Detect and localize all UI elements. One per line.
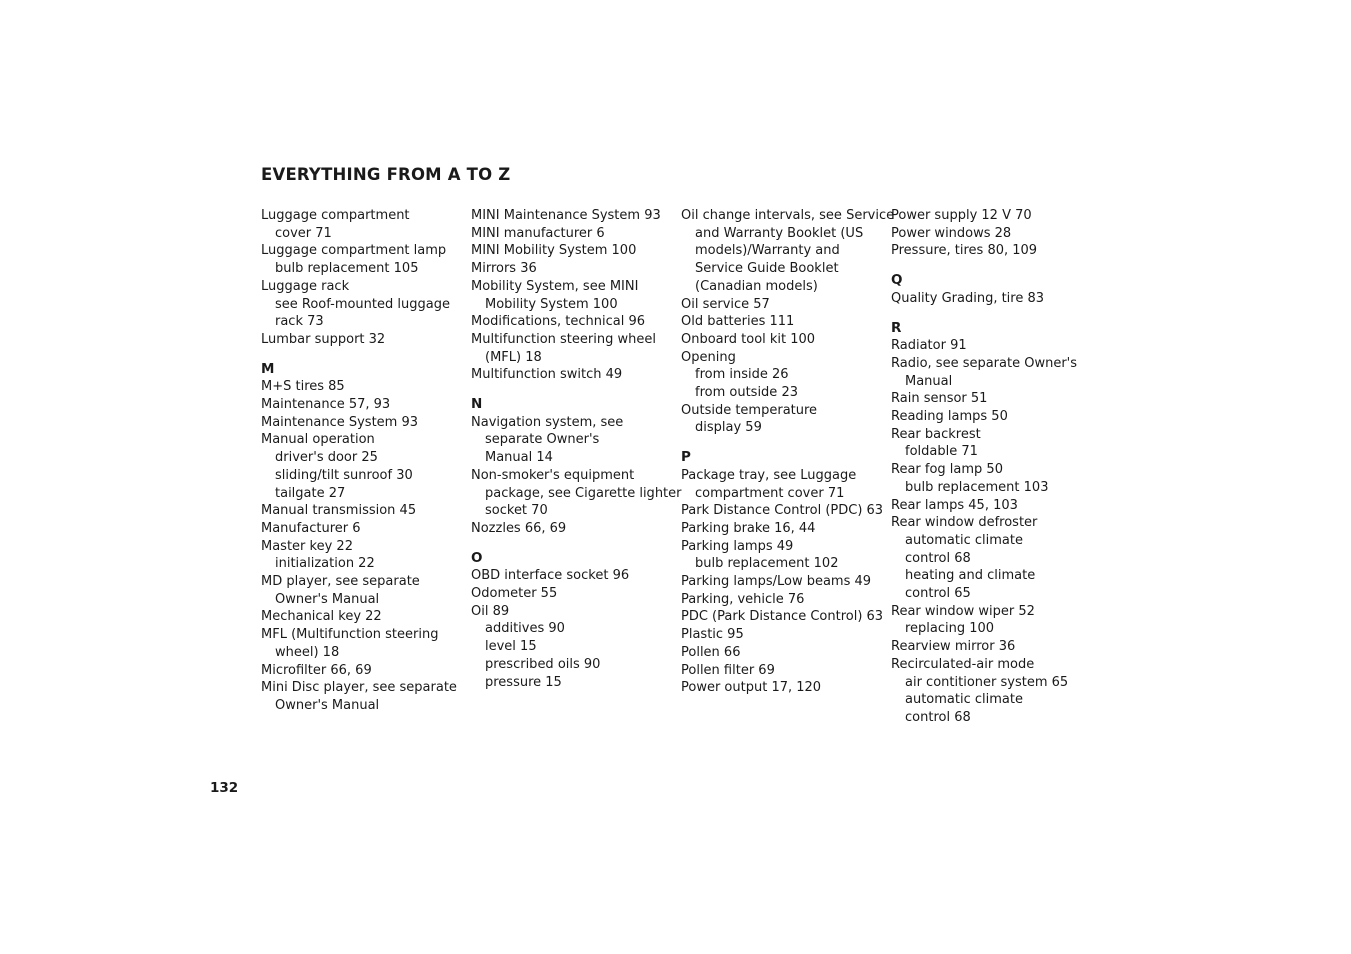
index-entry: Mechanical key 22: [261, 609, 382, 625]
index-column-3: [681, 207, 895, 697]
index-subentry: driver's door 25: [275, 450, 378, 466]
index-entry: OBD interface socket 96: [471, 568, 630, 584]
index-subentry: Manual: [905, 373, 953, 389]
index-subentry: models)/Warranty and: [695, 243, 840, 259]
index-subentry: from inside 26: [695, 367, 789, 383]
section-letter: N: [471, 396, 483, 413]
index-subentry: control 65: [905, 586, 971, 602]
index-entry: Quality Grading, tire 83: [891, 290, 1045, 306]
index-entry: Rearview mirror 36: [891, 639, 1016, 655]
index-subentry: bulb replacement 103: [905, 479, 1049, 495]
index-subentry: (MFL) 18: [485, 349, 542, 365]
index-entry: Luggage compartment: [261, 208, 410, 223]
index-entry: Navigation system, see: [471, 414, 624, 430]
index-entry: Pollen 66: [681, 644, 741, 660]
page-number: 132: [210, 780, 239, 796]
index-entry: Parking, vehicle 76: [681, 591, 805, 607]
index-entry: Multifunction switch 49: [471, 367, 623, 383]
index-entry: Manual operation: [261, 432, 375, 448]
index-entry: Rear window defroster: [891, 515, 1038, 531]
index-entry: MD player, see separate: [261, 574, 420, 590]
index-entry: Parking brake 16, 44: [681, 520, 816, 536]
index-entry: MINI Maintenance System 93: [471, 208, 661, 223]
index-entry: MINI Mobility System 100: [471, 243, 637, 259]
index-subentry: control 68: [905, 709, 971, 725]
index-entry: Rear backrest: [891, 426, 981, 442]
index-entry: Rear fog lamp 50: [891, 462, 1003, 478]
index-entry: PDC (Park Distance Control) 63: [681, 609, 884, 625]
index-entry: Parking lamps 49: [681, 538, 794, 554]
index-entry: MFL (Multifunction steering: [261, 627, 439, 643]
index-entry: Luggage compartment lamp: [261, 243, 447, 259]
index-subentry: additives 90: [485, 621, 565, 637]
index-subentry: display 59: [695, 420, 762, 436]
index-entry: Manufacturer 6: [261, 520, 361, 536]
index-column-1: [261, 207, 461, 715]
index-subentry: heating and climate: [905, 568, 1036, 584]
index-subentry: Owner's Manual: [275, 697, 380, 713]
index-subentry: separate Owner's: [485, 432, 600, 448]
index-entry: Pollen filter 69: [681, 662, 775, 678]
index-entry: Radio, see separate Owner's: [891, 355, 1078, 371]
index-entry: Pressure, tires 80, 109: [891, 243, 1038, 259]
index-subentry: see Roof-mounted luggage: [275, 296, 450, 312]
page-title: EVERYTHING FROM A TO Z: [261, 165, 511, 184]
index-subentry: air contitioner system 65: [905, 674, 1069, 690]
index-entry: Odometer 55: [471, 586, 558, 602]
section-letter: Q: [891, 272, 903, 289]
section-letter: P: [681, 449, 691, 466]
index-subentry: package, see Cigarette lighter: [485, 485, 682, 501]
index-entry: Mirrors 36: [471, 261, 537, 277]
index-subentry: Owner's Manual: [275, 591, 380, 607]
index-entry: Recirculated-air mode: [891, 656, 1035, 672]
index-entry: Onboard tool kit 100: [681, 331, 816, 347]
section-letter: O: [471, 549, 483, 566]
index-entry: Opening: [681, 349, 736, 365]
index-subentry: initialization 22: [275, 556, 375, 572]
index-entry: Luggage rack: [261, 278, 350, 294]
index-column-2: [471, 207, 682, 691]
index-entry: Power output 17, 120: [681, 680, 822, 696]
index-entry: Rear lamps 45, 103: [891, 497, 1018, 513]
index-entry: Oil change intervals, see Service: [681, 208, 895, 223]
index-entry: Rear window wiper 52: [891, 603, 1035, 619]
index-entry: Lumbar support 32: [261, 331, 386, 347]
index-entry: Modifications, technical 96: [471, 314, 646, 330]
index-subentry: automatic climate: [905, 532, 1023, 548]
index-entry: Manual transmission 45: [261, 503, 417, 519]
index-subentry: socket 70: [485, 503, 548, 519]
index-entry: Mini Disc player, see separate: [261, 680, 457, 696]
index-subentry: bulb replacement 105: [275, 261, 419, 277]
index-entry: Parking lamps/Low beams 49: [681, 574, 872, 590]
index-entry: Maintenance System 93: [261, 414, 419, 430]
index-entry: MINI manufacturer 6: [471, 225, 605, 241]
index-entry: Oil service 57: [681, 296, 770, 312]
index-subentry: prescribed oils 90: [485, 656, 601, 672]
index-subentry: rack 73: [275, 314, 324, 330]
index-entry: Park Distance Control (PDC) 63: [681, 503, 884, 519]
index-subentry: Mobility System 100: [485, 296, 618, 312]
index-subentry: bulb replacement 102: [695, 556, 839, 572]
index-subentry: compartment cover 71: [695, 485, 845, 501]
section-letter: M: [261, 360, 275, 377]
section-letter: R: [891, 319, 902, 336]
index-entry: Radiator 91: [891, 338, 967, 354]
index-entry: Power windows 28: [891, 225, 1012, 241]
index-subentry: cover 71: [275, 225, 332, 241]
index-subentry: from outside 23: [695, 385, 798, 401]
index-subentry: Manual 14: [485, 450, 553, 466]
index-subentry: sliding/tilt sunroof 30: [275, 467, 413, 483]
index-subentry: wheel) 18: [275, 644, 340, 660]
index-subentry: control 68: [905, 550, 971, 566]
index-subentry: Service Guide Booklet: [695, 261, 839, 277]
index-entry: Package tray, see Luggage: [681, 467, 857, 483]
index-column-4: [891, 207, 1091, 727]
index-entry: Maintenance 57, 93: [261, 397, 391, 413]
index-entry: Non-smoker's equipment: [471, 467, 635, 483]
index-entry: Power supply 12 V 70: [891, 208, 1032, 223]
index-subentry: and Warranty Booklet (US: [695, 225, 864, 241]
index-entry: Rain sensor 51: [891, 391, 988, 407]
index-entry: Nozzles 66, 69: [471, 520, 567, 536]
index-entry: Master key 22: [261, 538, 353, 554]
index-entry: Reading lamps 50: [891, 409, 1008, 425]
index-subentry: replacing 100: [905, 621, 995, 637]
index-entry: Mobility System, see MINI: [471, 278, 639, 294]
index-subentry: pressure 15: [485, 674, 562, 690]
index-entry: M+S tires 85: [261, 379, 345, 395]
index-subentry: tailgate 27: [275, 485, 346, 501]
index-subentry: automatic climate: [905, 692, 1023, 708]
index-subentry: (Canadian models): [695, 278, 818, 294]
index-entry: Microfilter 66, 69: [261, 662, 372, 678]
index-entry: Multifunction steering wheel: [471, 331, 656, 347]
index-entry: Outside temperature: [681, 402, 818, 418]
index-subentry: level 15: [485, 639, 537, 655]
index-entry: Old batteries 111: [681, 314, 795, 330]
index-entry: Oil 89: [471, 603, 510, 619]
index-subentry: foldable 71: [905, 444, 978, 460]
index-entry: Plastic 95: [681, 627, 744, 643]
